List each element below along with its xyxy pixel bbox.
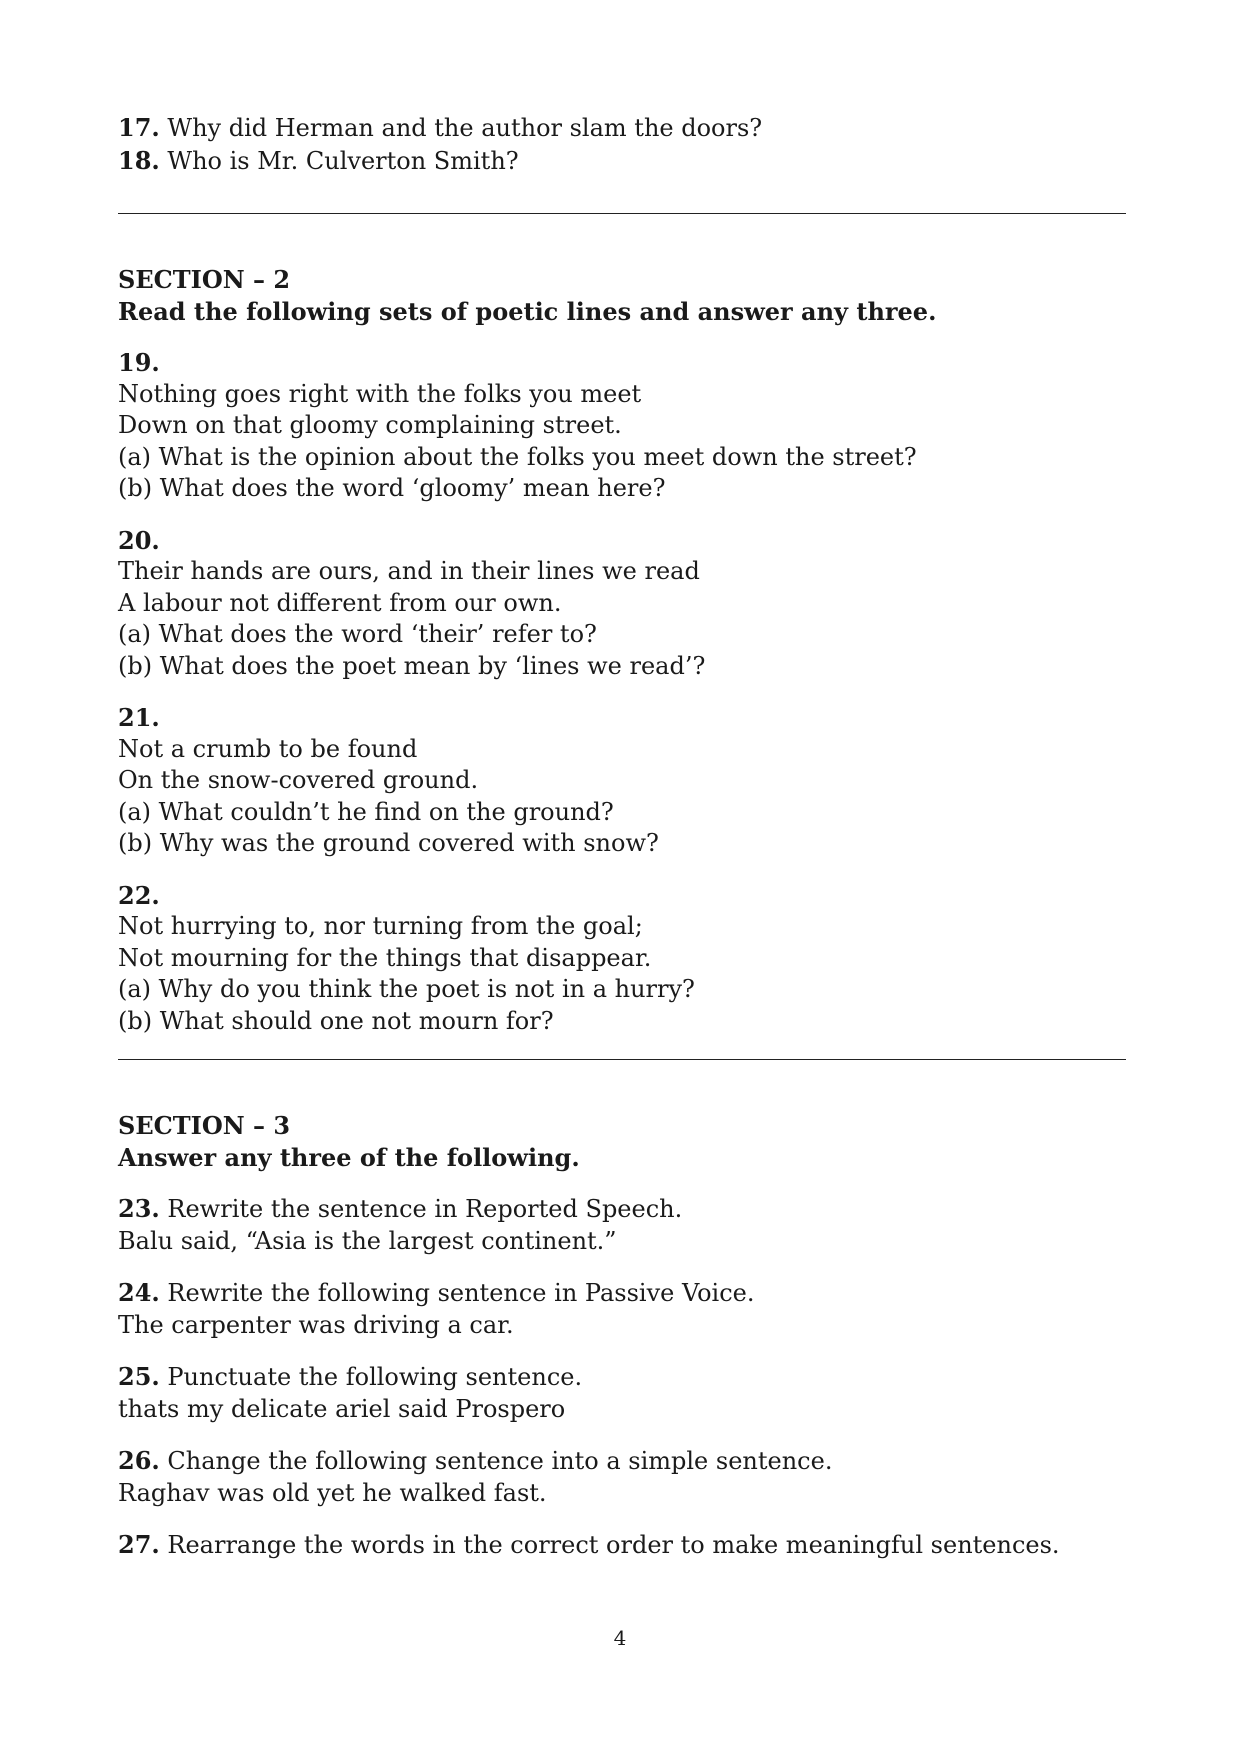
sub-question-a: (a) Why do you think the poet is not in a hurry? bbox=[118, 975, 695, 1003]
sub-question-b: (b) Why was the ground covered with snow? bbox=[118, 829, 659, 857]
section-3-title: SECTION – 3 bbox=[118, 1111, 291, 1140]
question-22 bbox=[118, 880, 1126, 1038]
page-number: 4 bbox=[613, 1626, 627, 1650]
poem-line: Their hands are ours, and in their lines we read bbox=[118, 557, 700, 585]
question-number: 21. bbox=[118, 703, 160, 732]
question-number: 26. bbox=[118, 1446, 160, 1475]
question-18 bbox=[118, 145, 1126, 178]
question-sentence: The carpenter was driving a car. bbox=[118, 1310, 514, 1339]
question-19 bbox=[118, 347, 1126, 505]
poem-line: Not hurrying to, nor turning from the goal; bbox=[118, 912, 643, 940]
question-text: Change the following sentence into a simple sentence. bbox=[167, 1447, 833, 1475]
question-number: 18. bbox=[118, 145, 160, 175]
question-text: Punctuate the following sentence. bbox=[167, 1363, 583, 1391]
poem-line: A labour not different from our own. bbox=[118, 588, 562, 617]
question-24 bbox=[118, 1277, 1126, 1341]
question-sentence: thats my delicate ariel said Prospero bbox=[118, 1394, 566, 1423]
question-text: Who is Mr. Culverton Smith? bbox=[167, 146, 519, 175]
sub-question-b: (b) What does the word ‘gloomy’ mean here? bbox=[118, 474, 666, 502]
question-number: 24. bbox=[118, 1278, 160, 1307]
question-text: Rearrange the words in the correct order to make meaningful sentences. bbox=[167, 1531, 1060, 1559]
question-number: 17. bbox=[118, 113, 160, 142]
question-27 bbox=[118, 1529, 1126, 1562]
question-25 bbox=[118, 1361, 1126, 1425]
question-number: 23. bbox=[118, 1194, 160, 1223]
question-sentence: Balu said, “Asia is the largest continent.” bbox=[118, 1226, 617, 1255]
exam-page bbox=[118, 112, 1126, 1562]
sub-question-a: (a) What couldn’t he find on the ground? bbox=[118, 797, 614, 826]
question-26 bbox=[118, 1445, 1126, 1509]
sub-question-a: (a) What does the word ‘their’ refer to? bbox=[118, 620, 597, 648]
question-20 bbox=[118, 525, 1126, 683]
poem-line: Nothing goes right with the folks you meet bbox=[118, 379, 642, 408]
question-number: 19. bbox=[118, 348, 160, 377]
question-17 bbox=[118, 112, 1126, 145]
section-2-instruction: Read the following sets of poetic lines and answer any three. bbox=[118, 296, 937, 326]
poem-line: Not mourning for the things that disappear. bbox=[118, 943, 652, 972]
section-3-instruction: Answer any three of the following. bbox=[118, 1142, 580, 1172]
question-sentence: Raghav was old yet he walked fast. bbox=[118, 1478, 547, 1507]
question-21 bbox=[118, 702, 1126, 860]
question-text: Rewrite the sentence in Reported Speech. bbox=[167, 1195, 683, 1223]
sub-question-b: (b) What does the poet mean by ‘lines we read’? bbox=[118, 651, 706, 680]
question-number: 20. bbox=[118, 525, 160, 555]
question-23 bbox=[118, 1193, 1126, 1257]
question-number: 22. bbox=[118, 880, 160, 910]
poem-line: Down on that gloomy complaining street. bbox=[118, 411, 622, 439]
sub-question-b: (b) What should one not mourn for? bbox=[118, 1006, 554, 1035]
section-2-title: SECTION – 2 bbox=[118, 265, 291, 294]
sub-question-a: (a) What is the opinion about the folks you meet down the street? bbox=[118, 442, 917, 471]
question-number: 25. bbox=[118, 1362, 160, 1391]
poem-line: Not a crumb to be found bbox=[118, 734, 418, 763]
question-number: 27. bbox=[118, 1530, 160, 1559]
question-text: Why did Herman and the author slam the doors? bbox=[167, 114, 763, 142]
poem-line: On the snow-covered ground. bbox=[118, 766, 479, 794]
question-text: Rewrite the following sentence in Passive Voice. bbox=[167, 1279, 755, 1307]
